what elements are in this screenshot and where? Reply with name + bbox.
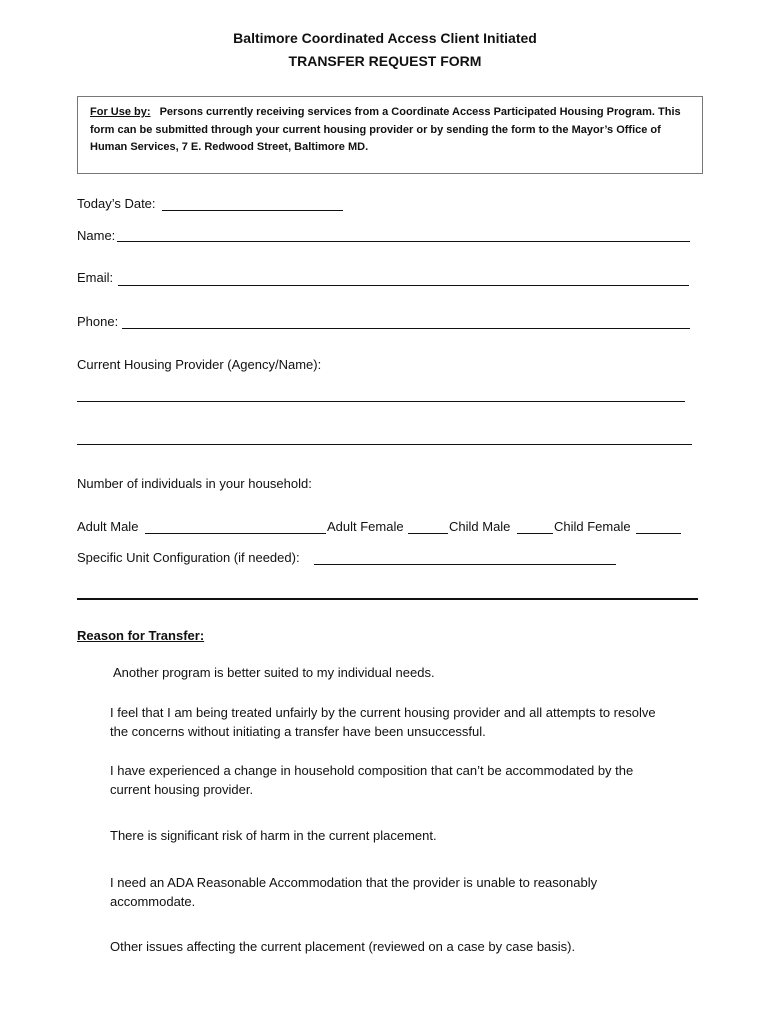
usage-info-box <box>77 96 703 174</box>
provider-field-line-1[interactable] <box>77 401 685 402</box>
date-field[interactable] <box>162 210 343 211</box>
email-field[interactable] <box>118 285 689 286</box>
reason-heading: Reason for Transfer: <box>77 628 205 643</box>
child-female-label: Child Female <box>554 519 631 534</box>
name-field[interactable] <box>117 241 690 242</box>
unit-config-field[interactable] <box>314 564 616 565</box>
name-label: Name: <box>77 228 116 243</box>
reason-option-2[interactable]: I feel that I am being treated unfairly by the current housing provider and all attempts to resolve the concerns without initiating a transfer have been unsuccessful. <box>110 705 656 739</box>
adult-female-field[interactable] <box>408 533 448 534</box>
child-female-field[interactable] <box>636 533 681 534</box>
unit-config-label: Specific Unit Configuration (if needed): <box>77 550 300 565</box>
date-label: Today’s Date: <box>77 196 156 211</box>
adult-male-field[interactable] <box>145 533 326 534</box>
form-subtitle: TRANSFER REQUEST FORM <box>288 53 482 69</box>
reason-option-4[interactable]: There is significant risk of harm in the current placement. <box>110 828 437 843</box>
phone-label: Phone: <box>77 314 119 329</box>
section-divider <box>77 598 698 600</box>
reason-option-1[interactable]: Another program is better suited to my individual needs. <box>113 665 435 680</box>
usage-lead: For Use by: <box>90 106 151 118</box>
form-title: Baltimore Coordinated Access Client Initiated <box>233 30 537 46</box>
reason-option-6[interactable]: Other issues affecting the current placement (reviewed on a case by case basis). <box>110 939 576 954</box>
child-male-label: Child Male <box>449 519 511 534</box>
adult-male-label: Adult Male <box>77 519 139 534</box>
household-label: Number of individuals in your household: <box>77 476 312 491</box>
reason-option-5[interactable]: I need an ADA Reasonable Accommodation that the provider is unable to reasonably accommodate. <box>110 875 598 909</box>
reason-option-3[interactable]: I have experienced a change in household composition that can’t be accommodated by the current housing provider. <box>110 763 634 797</box>
provider-label: Current Housing Provider (Agency/Name): <box>77 357 322 372</box>
usage-text: Persons currently receiving services from a Coordinate Access Participated Housing Program. This form can be submitted through your current housing provider or by sending the form to the Mayor’s Office of Human Services, 7 E. Redwood Street, Baltimore MD. <box>90 106 681 153</box>
phone-field[interactable] <box>122 328 690 329</box>
email-label: Email: <box>77 270 114 285</box>
child-male-field[interactable] <box>517 533 553 534</box>
provider-field-line-2[interactable] <box>77 444 692 445</box>
adult-female-label: Adult Female <box>327 519 404 534</box>
